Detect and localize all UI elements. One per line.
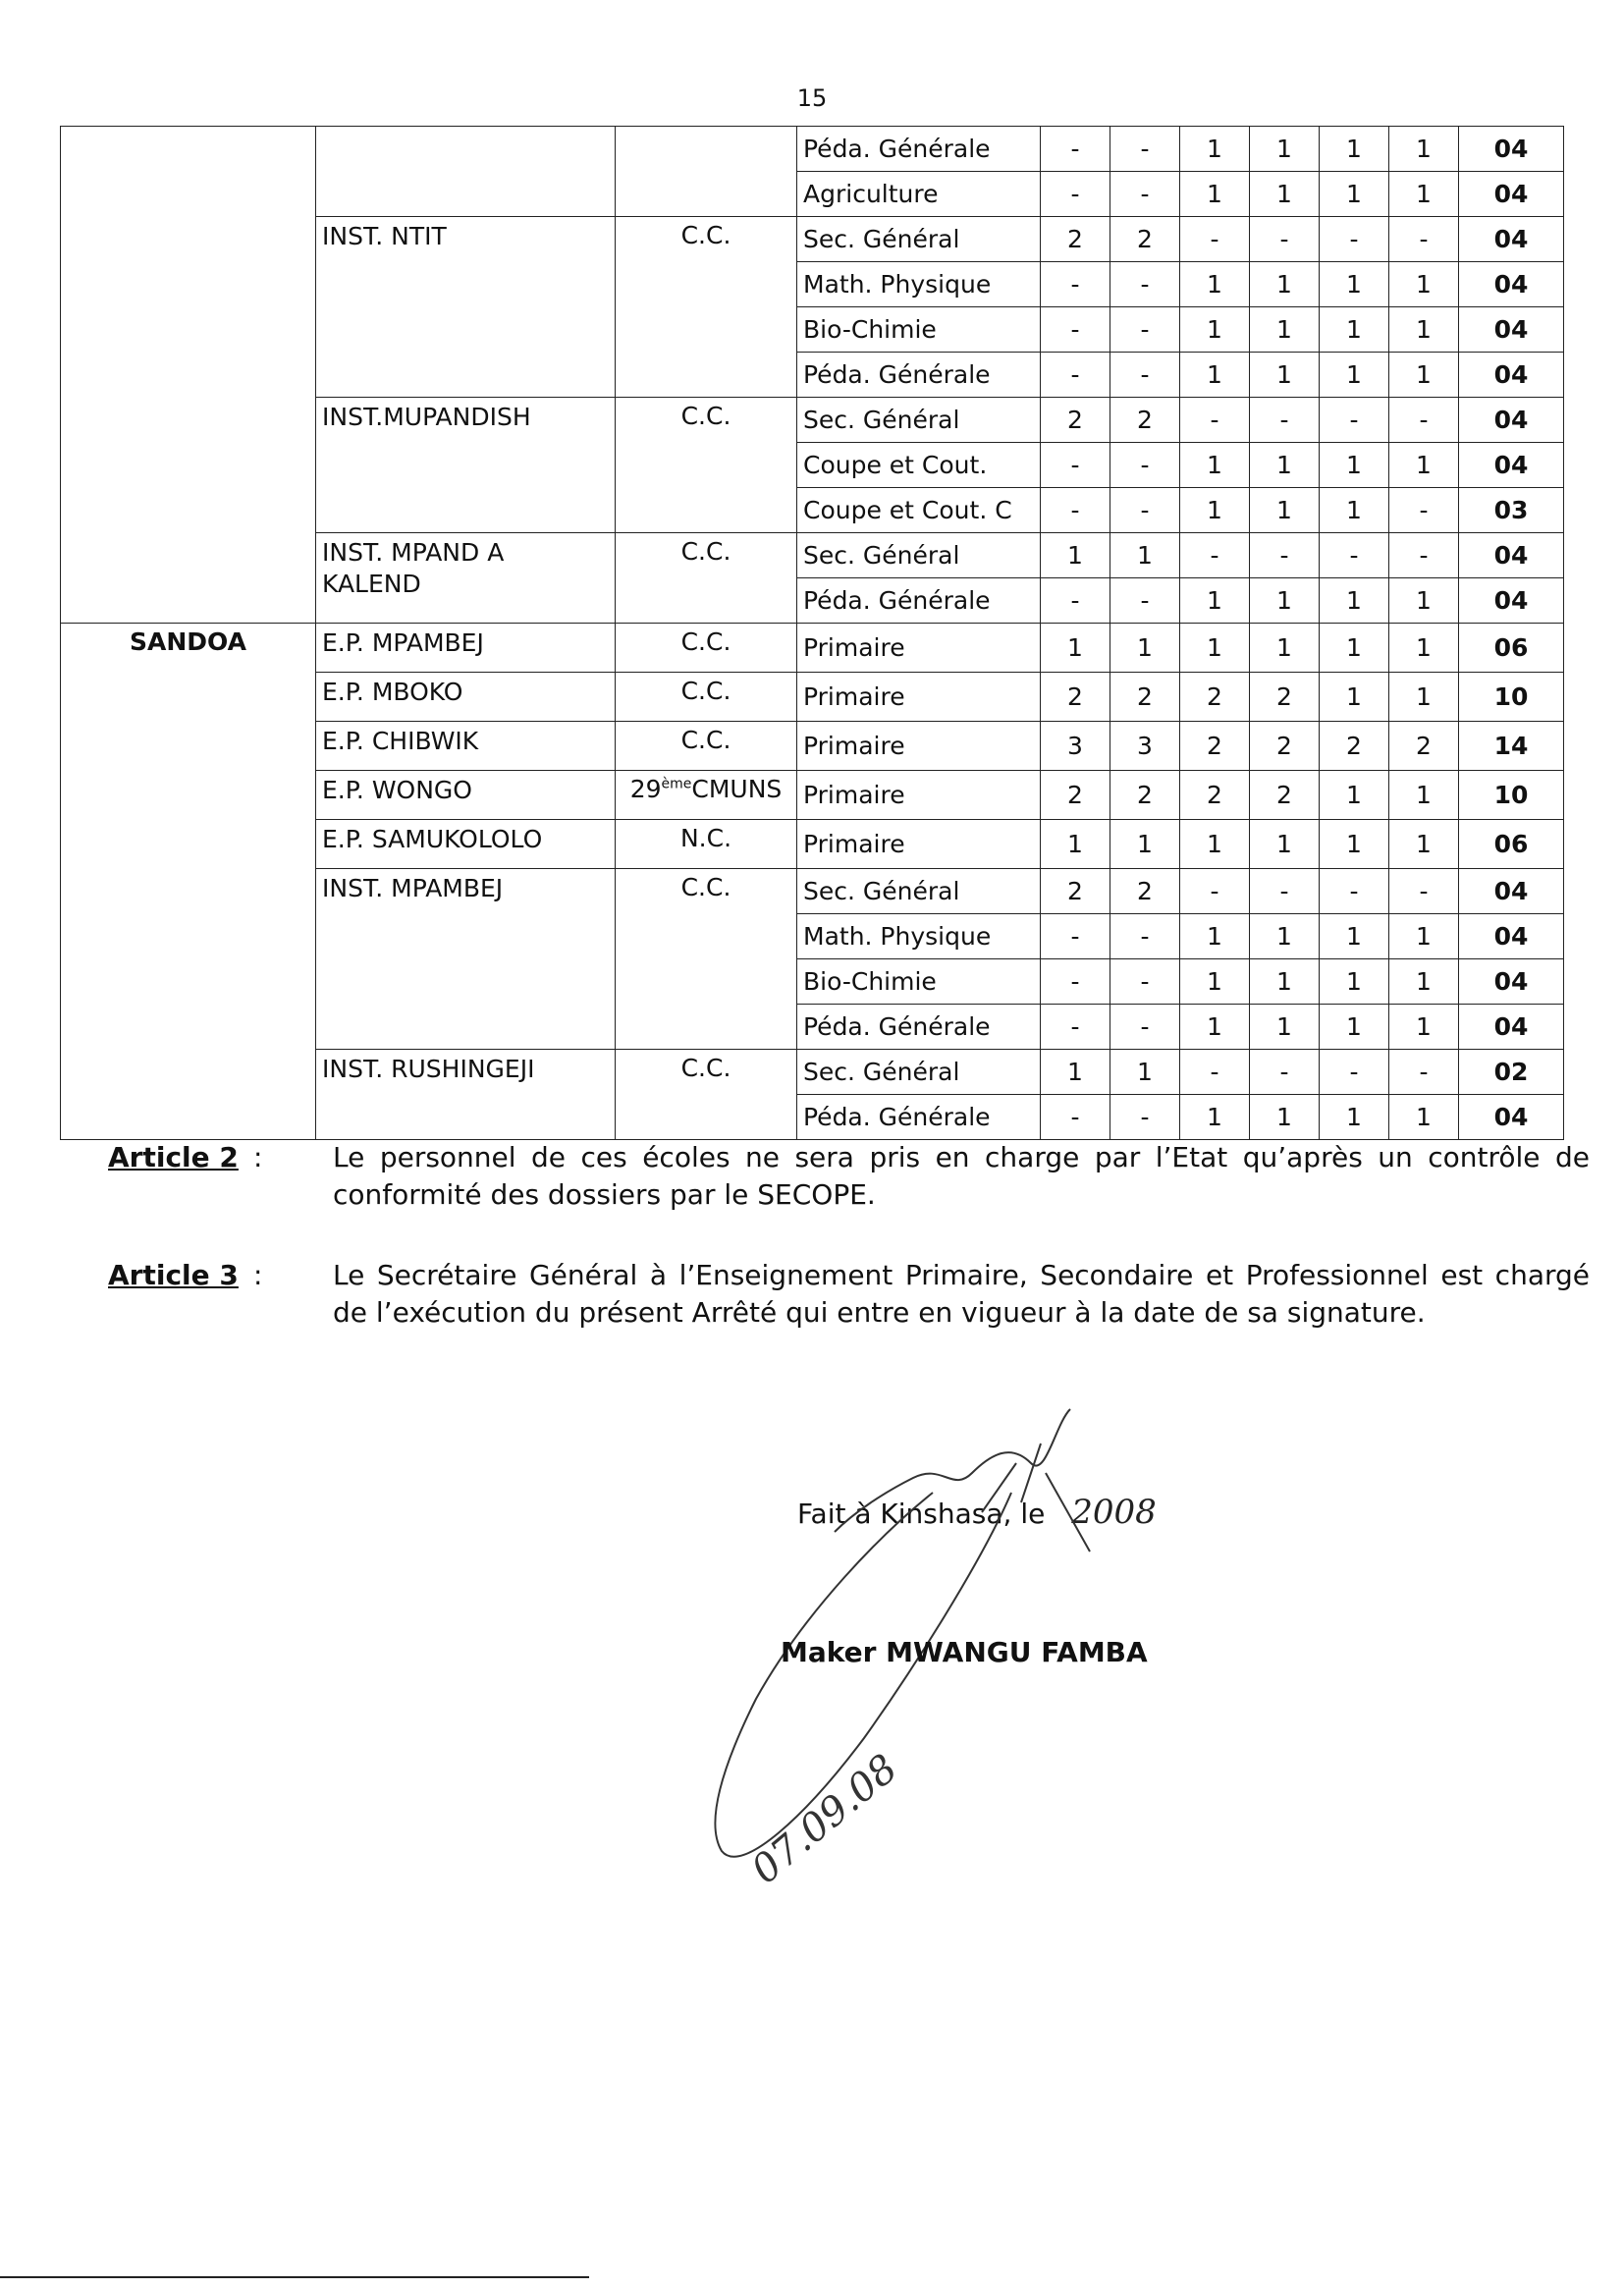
signer-name: Maker MWANGU FAMBA	[781, 1636, 1148, 1668]
class-count-cell: -	[1110, 914, 1180, 959]
signature-annotation: 07.09.08	[742, 1745, 906, 1893]
school-name-cell: E.P. SAMUKOLOLO	[316, 820, 616, 869]
class-count-cell: 1	[1389, 914, 1459, 959]
school-name-cell: E.P. WONGO	[316, 771, 616, 820]
total-cell: 04	[1459, 1005, 1564, 1050]
table-row	[61, 127, 1564, 172]
status-text: 29	[629, 775, 662, 803]
class-count-cell: -	[1180, 1050, 1250, 1095]
class-count-cell: 1	[1320, 578, 1389, 624]
class-count-cell: -	[1110, 307, 1180, 353]
total-cell: 04	[1459, 914, 1564, 959]
class-count-cell: 1	[1389, 172, 1459, 217]
class-count-cell: 1	[1320, 353, 1389, 398]
class-count-cell: 1	[1320, 624, 1389, 673]
article-label: Article 2	[108, 1141, 239, 1173]
class-count-cell: 1	[1320, 1095, 1389, 1140]
class-count-cell: -	[1320, 1050, 1389, 1095]
class-count-cell: 1	[1389, 443, 1459, 488]
class-count-cell: -	[1110, 1005, 1180, 1050]
class-count-cell: 2	[1180, 771, 1250, 820]
status-text: C.C.	[680, 873, 731, 901]
class-count-cell: 2	[1041, 398, 1110, 443]
class-count-cell: 2	[1250, 722, 1320, 771]
class-count-cell: -	[1041, 1095, 1110, 1140]
class-count-cell: -	[1389, 533, 1459, 578]
option-cell: Primaire	[797, 624, 1041, 673]
class-count-cell: 2	[1041, 673, 1110, 722]
option-cell: Primaire	[797, 722, 1041, 771]
status-cell	[616, 722, 797, 771]
class-count-cell: 1	[1250, 820, 1320, 869]
option-cell: Primaire	[797, 820, 1041, 869]
status-text: C.C.	[680, 402, 731, 430]
option-cell: Math. Physique	[797, 262, 1041, 307]
class-count-cell: -	[1041, 914, 1110, 959]
class-count-cell: -	[1041, 488, 1110, 533]
option-cell: Péda. Générale	[797, 1095, 1041, 1140]
status-cell	[616, 771, 797, 820]
class-count-cell: -	[1110, 172, 1180, 217]
class-count-cell: 1	[1320, 127, 1389, 172]
class-count-cell: -	[1320, 869, 1389, 914]
class-count-cell: 1	[1389, 353, 1459, 398]
class-count-cell: 1	[1180, 488, 1250, 533]
class-count-cell: 1	[1250, 488, 1320, 533]
total-cell: 04	[1459, 578, 1564, 624]
class-count-cell: 1	[1320, 172, 1389, 217]
option-cell: Math. Physique	[797, 914, 1041, 959]
status-cell	[616, 398, 797, 533]
class-count-cell: -	[1180, 869, 1250, 914]
class-count-cell: 1	[1180, 307, 1250, 353]
total-cell: 04	[1459, 172, 1564, 217]
class-count-cell: 1	[1180, 172, 1250, 217]
class-count-cell: 1	[1250, 1005, 1320, 1050]
total-cell: 02	[1459, 1050, 1564, 1095]
class-count-cell: -	[1041, 127, 1110, 172]
class-count-cell: 2	[1110, 673, 1180, 722]
school-name-cell: E.P. CHIBWIK	[316, 722, 616, 771]
option-cell: Coupe et Cout. C	[797, 488, 1041, 533]
class-count-cell: 1	[1320, 488, 1389, 533]
class-count-cell: 2	[1041, 217, 1110, 262]
class-count-cell: -	[1110, 488, 1180, 533]
class-count-cell: 1	[1110, 533, 1180, 578]
class-count-cell: -	[1110, 127, 1180, 172]
class-count-cell: -	[1389, 217, 1459, 262]
class-count-cell: -	[1250, 1050, 1320, 1095]
class-count-cell: 2	[1180, 722, 1250, 771]
status-cell	[616, 624, 797, 673]
class-count-cell: -	[1180, 217, 1250, 262]
class-count-cell: 1	[1110, 624, 1180, 673]
class-count-cell: -	[1389, 398, 1459, 443]
class-count-cell: -	[1320, 217, 1389, 262]
class-count-cell: 1	[1389, 673, 1459, 722]
total-cell: 04	[1459, 127, 1564, 172]
class-count-cell: 1	[1110, 820, 1180, 869]
school-name-cell: INST. MPAND A KALEND	[316, 533, 616, 624]
class-count-cell: 1	[1041, 533, 1110, 578]
class-count-cell: 1	[1389, 307, 1459, 353]
class-count-cell: -	[1320, 533, 1389, 578]
option-cell: Péda. Générale	[797, 353, 1041, 398]
class-count-cell: 1	[1389, 624, 1459, 673]
class-count-cell: 1	[1389, 127, 1459, 172]
class-count-cell: -	[1250, 533, 1320, 578]
class-count-cell: -	[1110, 353, 1180, 398]
class-count-cell: 1	[1389, 959, 1459, 1005]
class-count-cell: 1	[1320, 959, 1389, 1005]
class-count-cell: 2	[1110, 217, 1180, 262]
status-text: C.C.	[680, 627, 731, 656]
class-count-cell: 1	[1389, 578, 1459, 624]
class-count-cell: 1	[1180, 353, 1250, 398]
article-label: Article 3	[108, 1259, 239, 1291]
class-count-cell: 1	[1110, 1050, 1180, 1095]
class-count-cell: -	[1250, 217, 1320, 262]
class-count-cell: -	[1110, 578, 1180, 624]
class-count-cell: 1	[1180, 578, 1250, 624]
class-count-cell: 1	[1389, 262, 1459, 307]
class-count-cell: 1	[1389, 1005, 1459, 1050]
class-count-cell: -	[1110, 1095, 1180, 1140]
option-cell: Sec. Général	[797, 869, 1041, 914]
class-count-cell: -	[1041, 959, 1110, 1005]
status-text: C.C.	[680, 537, 731, 566]
total-cell: 06	[1459, 820, 1564, 869]
option-cell: Sec. Général	[797, 217, 1041, 262]
class-count-cell: 1	[1389, 771, 1459, 820]
class-count-cell: 1	[1041, 624, 1110, 673]
class-count-cell: 1	[1320, 673, 1389, 722]
class-count-cell: -	[1110, 959, 1180, 1005]
option-cell: Péda. Générale	[797, 1005, 1041, 1050]
class-count-cell: -	[1389, 1050, 1459, 1095]
class-count-cell: 2	[1250, 673, 1320, 722]
option-cell: Coupe et Cout.	[797, 443, 1041, 488]
class-count-cell: 1	[1041, 1050, 1110, 1095]
class-count-cell: -	[1041, 262, 1110, 307]
class-count-cell: -	[1180, 398, 1250, 443]
status-text: C.C.	[680, 221, 731, 249]
school-name-cell: INST. RUSHINGEJI	[316, 1050, 616, 1140]
total-cell: 04	[1459, 217, 1564, 262]
class-count-cell: -	[1041, 443, 1110, 488]
class-count-cell: 1	[1250, 624, 1320, 673]
total-cell: 10	[1459, 673, 1564, 722]
table-row	[61, 624, 1564, 673]
option-cell: Primaire	[797, 771, 1041, 820]
class-count-cell: 1	[1250, 172, 1320, 217]
class-count-cell: 1	[1320, 1005, 1389, 1050]
class-count-cell: -	[1180, 533, 1250, 578]
status-text: C.C.	[680, 726, 731, 754]
total-cell: 10	[1459, 771, 1564, 820]
total-cell: 06	[1459, 624, 1564, 673]
class-count-cell: 1	[1389, 820, 1459, 869]
province-cell: SANDOA	[61, 624, 316, 1140]
option-cell: Bio-Chimie	[797, 307, 1041, 353]
article-colon: :	[253, 1141, 263, 1173]
class-count-cell: 2	[1110, 398, 1180, 443]
class-count-cell: -	[1041, 1005, 1110, 1050]
status-cell	[616, 673, 797, 722]
class-count-cell: 1	[1180, 1005, 1250, 1050]
status-cell	[616, 533, 797, 624]
class-count-cell: -	[1250, 398, 1320, 443]
class-count-cell: 1	[1250, 1095, 1320, 1140]
option-cell: Sec. Général	[797, 398, 1041, 443]
class-count-cell: -	[1110, 443, 1180, 488]
class-count-cell: -	[1389, 869, 1459, 914]
class-count-cell: 2	[1389, 722, 1459, 771]
class-count-cell: 1	[1180, 262, 1250, 307]
status-cell	[616, 820, 797, 869]
total-cell: 03	[1459, 488, 1564, 533]
option-cell: Péda. Générale	[797, 127, 1041, 172]
status-cell	[616, 1050, 797, 1140]
class-count-cell: 2	[1041, 771, 1110, 820]
status-cell	[616, 217, 797, 398]
total-cell: 04	[1459, 307, 1564, 353]
option-cell: Sec. Général	[797, 533, 1041, 578]
class-count-cell: 2	[1110, 771, 1180, 820]
status-cell	[616, 127, 797, 217]
class-count-cell: 1	[1250, 914, 1320, 959]
status-cell	[616, 869, 797, 1050]
option-cell: Agriculture	[797, 172, 1041, 217]
class-count-cell: -	[1041, 172, 1110, 217]
status-superscript: ème	[661, 776, 692, 792]
status-suffix: CMUNS	[691, 775, 783, 803]
total-cell: 04	[1459, 398, 1564, 443]
class-count-cell: 1	[1250, 443, 1320, 488]
class-count-cell: 1	[1041, 820, 1110, 869]
total-cell: 04	[1459, 869, 1564, 914]
class-count-cell: 2	[1250, 771, 1320, 820]
status-text: N.C.	[679, 824, 732, 852]
total-cell: 04	[1459, 1095, 1564, 1140]
handwritten-date: 2008	[1071, 1493, 1157, 1532]
article-text: Le Secrétaire Général à l’Enseignement Primaire, Secondaire et Professionnel est chargé de l’exécution du présent Arrêté qui entre en vigueur à la date de sa signature.	[333, 1259, 1590, 1329]
class-count-cell: 1	[1320, 914, 1389, 959]
class-count-cell: 1	[1320, 771, 1389, 820]
class-count-cell: 1	[1320, 262, 1389, 307]
class-count-cell: 3	[1110, 722, 1180, 771]
class-count-cell: 1	[1250, 307, 1320, 353]
class-count-cell: -	[1041, 307, 1110, 353]
school-name-cell: E.P. MBOKO	[316, 673, 616, 722]
class-count-cell: 1	[1250, 262, 1320, 307]
class-count-cell: -	[1041, 353, 1110, 398]
option-cell: Péda. Générale	[797, 578, 1041, 624]
option-cell: Sec. Général	[797, 1050, 1041, 1095]
school-name-cell	[316, 127, 616, 217]
total-cell: 04	[1459, 353, 1564, 398]
class-count-cell: 1	[1180, 1095, 1250, 1140]
class-count-cell: 1	[1250, 578, 1320, 624]
class-count-cell: 1	[1250, 353, 1320, 398]
status-text: C.C.	[680, 677, 731, 705]
page-number: 15	[796, 84, 828, 112]
option-cell: Primaire	[797, 673, 1041, 722]
allocation-table	[60, 126, 1564, 1140]
class-count-cell: 1	[1320, 307, 1389, 353]
class-count-cell: 1	[1320, 820, 1389, 869]
class-count-cell: 1	[1180, 914, 1250, 959]
article-colon: :	[253, 1259, 263, 1291]
class-count-cell: 1	[1250, 127, 1320, 172]
class-count-cell: 2	[1110, 869, 1180, 914]
class-count-cell: 1	[1180, 443, 1250, 488]
status-text: C.C.	[680, 1054, 731, 1082]
total-cell: 04	[1459, 959, 1564, 1005]
class-count-cell: 2	[1041, 869, 1110, 914]
class-count-cell: 1	[1180, 959, 1250, 1005]
total-cell: 04	[1459, 443, 1564, 488]
class-count-cell: 1	[1250, 959, 1320, 1005]
class-count-cell: -	[1320, 398, 1389, 443]
class-count-cell: -	[1041, 578, 1110, 624]
class-count-cell: 1	[1180, 820, 1250, 869]
article-text: Le personnel de ces écoles ne sera pris en charge par l’Etat qu’après un contrôle de conformité des dossiers par le SECOPE.	[333, 1141, 1590, 1211]
class-count-cell: 1	[1180, 624, 1250, 673]
class-count-cell: 1	[1180, 127, 1250, 172]
province-cell	[61, 127, 316, 624]
class-count-cell: -	[1110, 262, 1180, 307]
school-name-cell: INST. MPAMBEJ	[316, 869, 616, 1050]
total-cell: 14	[1459, 722, 1564, 771]
class-count-cell: 1	[1320, 443, 1389, 488]
total-cell: 04	[1459, 262, 1564, 307]
school-name-cell: INST. NTIT	[316, 217, 616, 398]
school-name-cell: E.P. MPAMBEJ	[316, 624, 616, 673]
class-count-cell: 3	[1041, 722, 1110, 771]
class-count-cell: 1	[1389, 1095, 1459, 1140]
total-cell: 04	[1459, 533, 1564, 578]
class-count-cell: -	[1250, 869, 1320, 914]
place-date: Fait à Kinshasa, le	[797, 1498, 1046, 1530]
footer-rule	[0, 2276, 589, 2278]
option-cell: Bio-Chimie	[797, 959, 1041, 1005]
school-name-cell: INST.MUPANDISH	[316, 398, 616, 533]
class-count-cell: 2	[1320, 722, 1389, 771]
class-count-cell: -	[1389, 488, 1459, 533]
class-count-cell: 2	[1180, 673, 1250, 722]
